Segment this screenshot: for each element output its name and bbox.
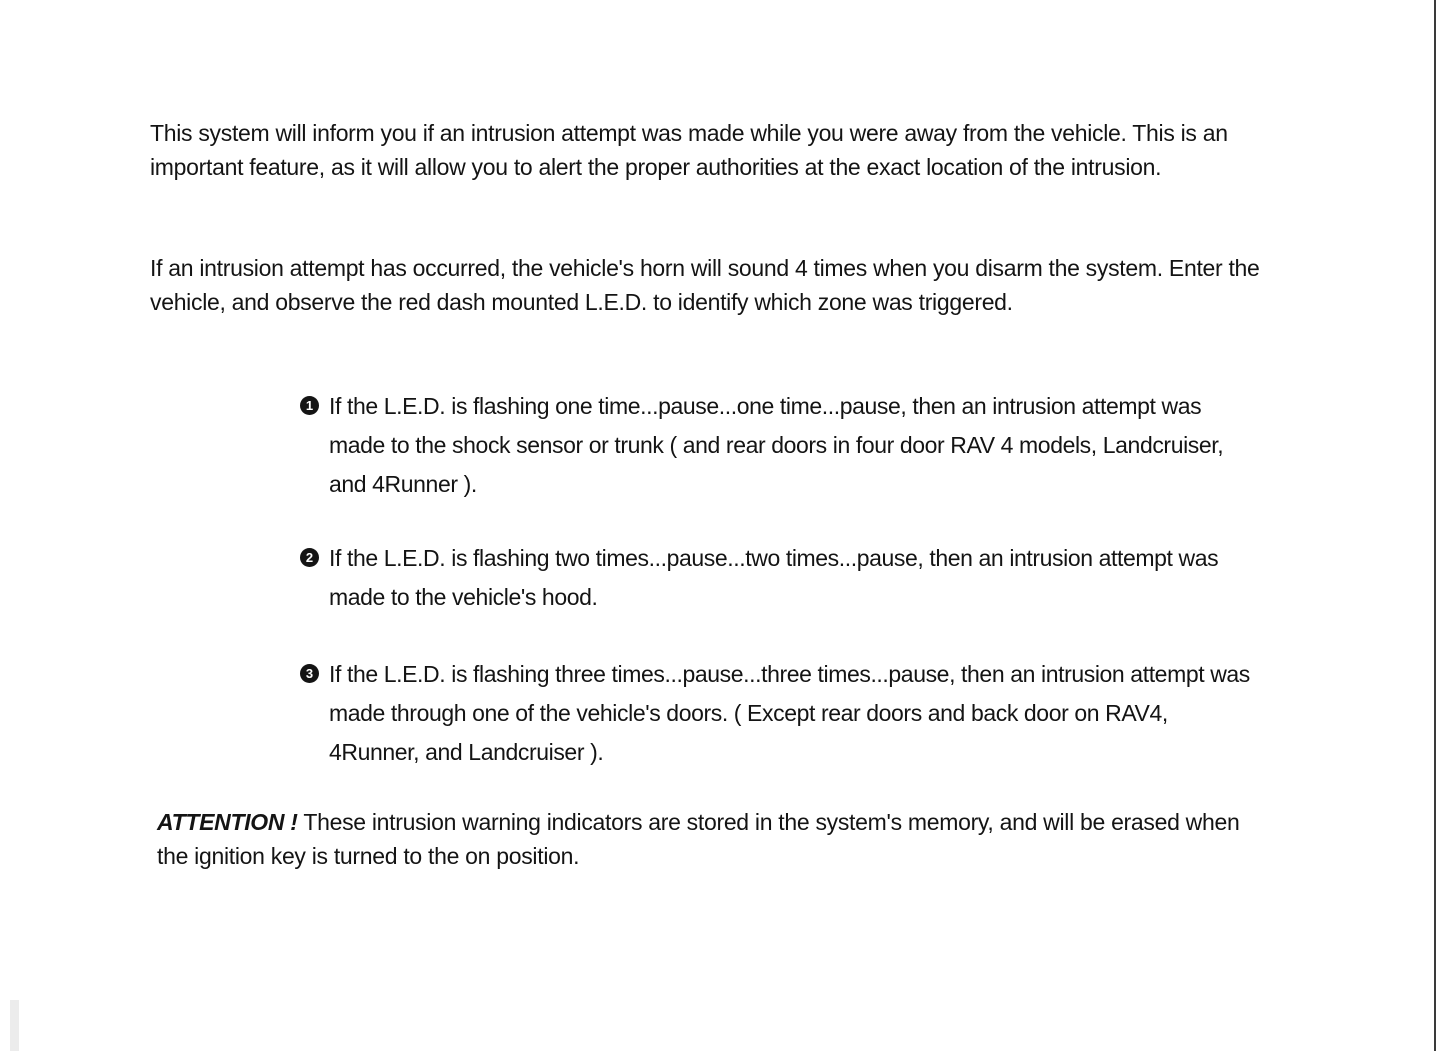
- page-edge-line: [1434, 0, 1436, 1051]
- attention-text: These intrusion warning indicators are stored in the system's memory, and will be erased when the ignition key is turned to the on position.: [157, 809, 1240, 869]
- zone-item-text: If the L.E.D. is flashing two times...pause...two times...pause, then an intrusion attempt was made to the vehicle's hood.: [329, 545, 1219, 610]
- zone-item-2: [300, 539, 1260, 617]
- scan-artifact: [10, 1000, 19, 1051]
- zone-item-text: If the L.E.D. is flashing one time...pause...one time...pause, then an intrusion attempt was made to the shock sensor or trunk ( and rear doors in four door RAV 4 models, Landcruiser, and 4Runner ).: [329, 393, 1224, 497]
- intro-paragraph: This system will inform you if an intrusion attempt was made while you were away from the vehicle. This is an important feature, as it will allow you to alert the proper authorities at the exact location of the intrusion.: [150, 120, 1228, 180]
- disarm-paragraph: If an intrusion attempt has occurred, the vehicle's horn will sound 4 times when you disarm the system. Enter the vehicle, and observe the red dash mounted L.E.D. to identify which zone was triggered.: [150, 255, 1260, 315]
- zone-item-1: [300, 387, 1260, 504]
- numbered-circle-icon: 3: [300, 664, 319, 683]
- numbered-circle-icon: 2: [300, 548, 319, 567]
- zone-item-text: If the L.E.D. is flashing three times...pause...three times...pause, then an intrusion attempt was made through one of the vehicle's doors. ( Except rear doors and back door on RAV4, 4Runner, and Landcruiser ).: [329, 661, 1250, 765]
- zone-item-3: [300, 655, 1260, 772]
- attention-note: [157, 805, 1267, 873]
- numbered-circle-icon: 1: [300, 396, 319, 415]
- attention-label: ATTENTION !: [157, 809, 298, 835]
